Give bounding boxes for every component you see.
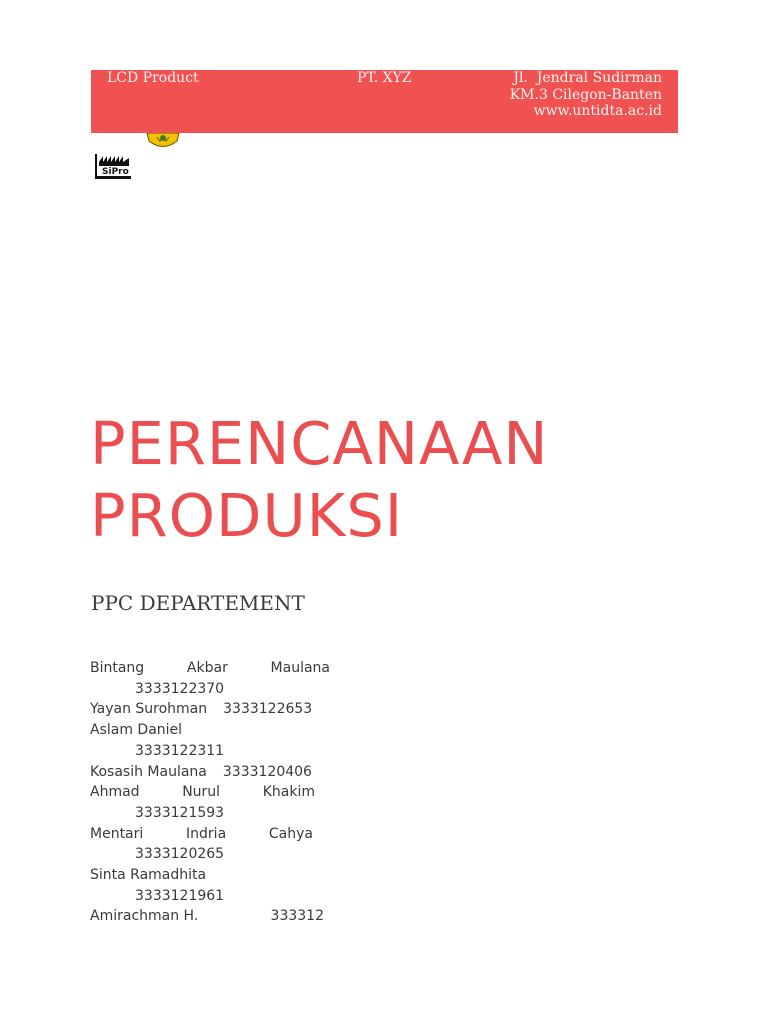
title-line: PRODUKSI (90, 481, 404, 550)
member-name: Bintang Akbar Maulana (90, 660, 330, 676)
member-nim: 3333122370 (135, 680, 225, 697)
member-nim: 3333122311 (135, 742, 225, 759)
document-title (90, 408, 548, 552)
member-nim: 333312 (270, 908, 324, 925)
member-name: Sinta Ramadhita (90, 867, 207, 884)
university-crest-icon (145, 133, 181, 150)
header-company-name: PT. XYZ (357, 70, 412, 86)
member-nim: 3333121593 (135, 804, 225, 821)
sipro-logo-icon (93, 152, 133, 182)
member-nim: 3333122653 (223, 701, 313, 718)
header-product-label: LCD Product (107, 70, 199, 86)
address-line: Jl. Jendral Sudirman (513, 70, 662, 86)
member-entry (90, 699, 330, 720)
title-line: PERENCANAAN (90, 409, 549, 478)
member-list (90, 658, 330, 927)
member-name: Aslam Daniel (90, 722, 183, 739)
department-subtitle: PPC DEPARTEMENT (91, 591, 305, 615)
member-entry (90, 906, 324, 927)
svg-text:SiPro: SiPro (102, 167, 129, 177)
member-nim: 3333120406 (222, 763, 312, 780)
member-entry (90, 762, 330, 783)
header-address (510, 70, 662, 120)
address-line: www.untidta.ac.id (533, 103, 662, 119)
member-name: Yayan Surohman (90, 701, 208, 718)
member-name: Ahmad Nurul Khakim (90, 784, 315, 801)
member-name: Amirachman H. (90, 908, 199, 925)
header-band (91, 70, 678, 133)
member-name: Kosasih Maulana (90, 763, 207, 780)
address-line: KM.3 Cilegon-Banten (509, 86, 662, 103)
member-nim: 3333121961 (135, 887, 225, 904)
member-nim: 3333120265 (135, 846, 225, 863)
member-name: Mentari Indria Cahya (90, 825, 313, 842)
